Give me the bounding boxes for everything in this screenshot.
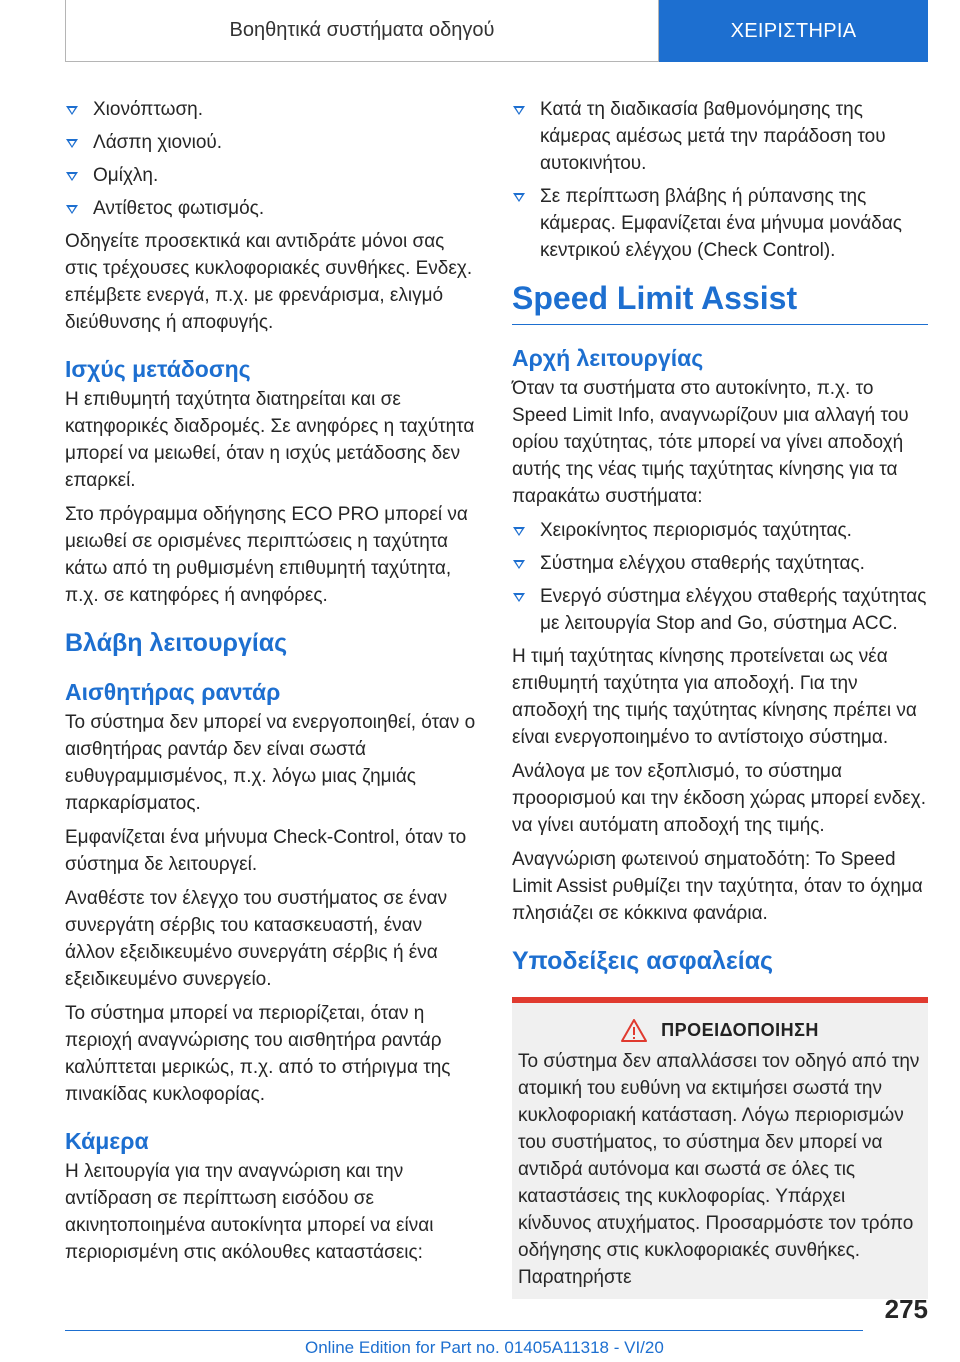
- bullet-triangle-icon: [66, 106, 78, 115]
- warning-title: ΠΡΟΕΙΔΟΠΟΙΗΣΗ: [661, 1020, 819, 1040]
- systems-list: [512, 517, 928, 637]
- heading-fault: Βλάβη λειτουργίας: [65, 629, 288, 657]
- chapter-tab[interactable]: ΧΕΙΡΙΣΤΗΡΙΑ: [659, 0, 928, 62]
- paragraph: Όταν τα συστήματα στο αυτοκίνητο, π.χ. το Speed Limit Info, αναγνωρίζουν μια αλλαγή του ορίου ταχύτητας, τότε μπορεί να γίνει αποδοχή αυτής της νέας τιμής ταχύτητας κίνησης για τα παρακάτω συστήματα:: [512, 378, 909, 507]
- warning-box: [512, 997, 928, 1299]
- paragraph: Στο πρόγραμμα οδήγησης ECO PRO μπορεί να μειωθεί σε ορισμένες περιπτώσεις η ταχύτητα κάτω από τη ρυθμισμένη επιθυμητή ταχύτητα, π.χ. σε κατηφόρες ή ανηφόρες.: [65, 504, 468, 606]
- page-header: [65, 0, 928, 62]
- right-column: [512, 96, 928, 1299]
- paragraph: Η λειτουργία για την αναγνώριση και την αντίδραση σε περίπτωση εισόδου σε ακινητοποιημένα αυτοκίνητα μπορεί να είναι περιορισμένη στις ακόλουθες καταστάσεις:: [65, 1161, 434, 1263]
- footer-divider: [65, 1330, 863, 1331]
- footer-edition: Online Edition for Part no. 01405A11318 - VI/20: [305, 1338, 664, 1357]
- paragraph: Αναγνώριση φωτεινού σηματοδότη: Το Speed Limit Assist ρυθμίζει την ταχύτητα, όταν το όχημα πλησιάζει σε κόκκινα φανάρια.: [512, 849, 923, 924]
- left-column: [65, 96, 477, 1273]
- heading-safety: Υποδείξεις ασφαλείας: [512, 947, 774, 975]
- bullet-triangle-icon: [66, 139, 78, 148]
- camera-conditions-list: [512, 96, 928, 264]
- bullet-triangle-icon: [513, 106, 525, 115]
- paragraph: Η τιμή ταχύτητας κίνησης προτείνεται ως νέα επιθυμητή ταχύτητα για αποδοχή. Για την αποδοχή της τιμής ταχύτητας κίνησης πρέπει να είναι ενεργοποιημένο το αντίστοιχο σύστημα.: [512, 646, 917, 748]
- list-item: Σε περίπτωση βλάβης ή ρύπανσης της κάμερας. Εμφανίζεται ένα μήνυμα μονάδας κεντρικού ελέγχου (Check Control).: [512, 183, 928, 264]
- bullet-triangle-icon: [513, 560, 525, 569]
- list-item: Ενεργό σύστημα ελέγχου σταθερής ταχύτητας με λειτουργία Stop and Go, σύστημα ACC.: [512, 583, 928, 637]
- warning-header: [518, 1017, 922, 1044]
- list-item: Χιονόπτωση.: [65, 96, 477, 123]
- list-item: Κατά τη διαδικασία βαθμονόμησης της κάμερας αμέσως μετά την παράδοση του αυτοκινήτου.: [512, 96, 928, 177]
- paragraph: Οδηγείτε προσεκτικά και αντιδράτε μόνοι σας στις τρέχουσες κυκλοφοριακές συνθήκες. Ενδεχ. επέμβετε ενεργά, π.χ. με φρενάρισμα, ελιγμό διεύθυνσης ή αποφυγής.: [65, 231, 473, 333]
- conditions-list: [65, 96, 477, 222]
- list-item: Ομίχλη.: [65, 162, 477, 189]
- heading-camera: Κάμερα: [65, 1128, 149, 1154]
- bullet-triangle-icon: [513, 593, 525, 602]
- paragraph: Ανάλογα με τον εξοπλισμό, το σύστημα προορισμού και την έκδοση χώρας μπορεί ενδεχ. να γίνει αυτόματη αποδοχή της τιμής.: [512, 761, 926, 836]
- list-item: Χειροκίνητος περιορισμός ταχύτητας.: [512, 517, 928, 544]
- page-number: 275: [884, 1294, 928, 1324]
- heading-principle: Αρχή λειτουργίας: [512, 345, 704, 371]
- bullet-triangle-icon: [66, 172, 78, 181]
- paragraph: Το σύστημα δεν μπορεί να ενεργοποιηθεί, όταν ο αισθητήρας ραντάρ δεν είναι σωστά ευθυγραμμισμένος, π.χ. λόγω μιας ζημιάς παρκαρίσματος.: [65, 712, 476, 814]
- warning-triangle-icon: [621, 1019, 647, 1042]
- section-title: Βοηθητικά συστήματα οδηγού: [65, 0, 659, 62]
- paragraph: Αναθέστε τον έλεγχο του συστήματος σε έναν συνεργάτη σέρβις του κατασκευαστή, έναν άλλον εξειδικευμένο συνεργάτη σέρβις ή ένα εξειδικευμένο συνεργείο.: [65, 888, 448, 990]
- heading-power: Ισχύς μετάδοσης: [65, 356, 251, 382]
- heading-radar: Αισθητήρας ραντάρ: [65, 679, 281, 705]
- list-item: Λάσπη χιονιού.: [65, 129, 477, 156]
- paragraph: Η επιθυμητή ταχύτητα διατηρείται και σε κατηφορικές διαδρομές. Σε ανηφόρες η ταχύτητα μπορεί να μειωθεί, όταν η ισχύς μετάδοσης δεν επαρκεί.: [65, 389, 475, 491]
- list-item: Σύστημα ελέγχου σταθερής ταχύτητας.: [512, 550, 928, 577]
- warning-text: Το σύστημα δεν απαλλάσσει τον οδηγό από την ατομική του ευθύνη να εκτιμήσει σωστά την κυκλοφοριακή κατάσταση. Λόγω περιορισμών του συστήματος, το σύστημα δεν μπορεί να αντιδρά αυτόνομα και σωστά σε όλες τις καταστάσεις της κυκλοφορίας. Υπάρχει κίνδυνος ατυχήματος. Προσαρμόστε τον τρόπο οδήγησης στις κυκλοφοριακές συνθήκες. Παρατηρήστε: [518, 1051, 920, 1288]
- paragraph: Εμφανίζεται ένα μήνυμα Check-Control, όταν το σύστημα δε λειτουργεί.: [65, 827, 467, 875]
- heading-speed-limit-assist: Speed Limit Assist: [512, 278, 928, 325]
- bullet-triangle-icon: [513, 193, 525, 202]
- bullet-triangle-icon: [513, 527, 525, 536]
- paragraph: Το σύστημα μπορεί να περιορίζεται, όταν η περιοχή αναγνώρισης του αισθητήρα ραντάρ καλύπτεται μερικώς, π.χ. από το στήριγμα της πινακίδας κυκλοφορίας.: [65, 1003, 451, 1105]
- bullet-triangle-icon: [66, 205, 78, 214]
- list-item: Αντίθετος φωτισμός.: [65, 195, 477, 222]
